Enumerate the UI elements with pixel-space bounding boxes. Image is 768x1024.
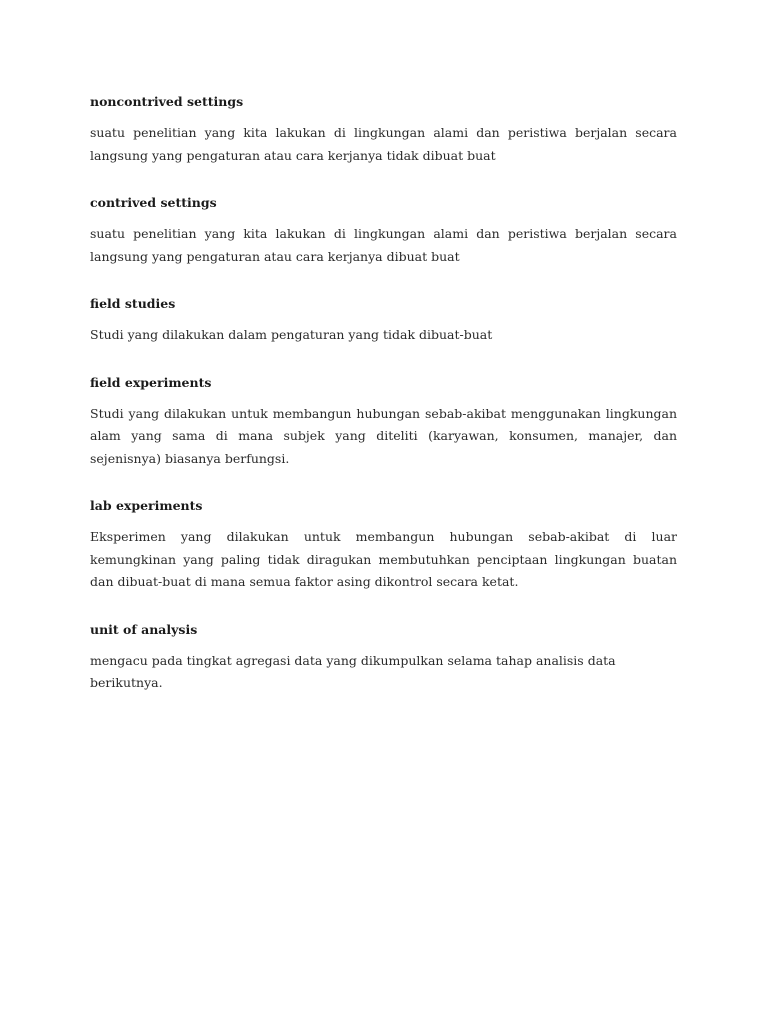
term-heading: field studies [90, 296, 176, 311]
document-page [90, 92, 677, 721]
section-field-experiments [90, 373, 677, 471]
term-heading: lab experiments [90, 498, 203, 513]
term-definition: Studi yang dilakukan untuk membangun hubungan sebab-akibat menggunakan lingkungan alam yang sama di mana subjek yang diteliti (karyawan, konsumen, manajer, dan sejenisnya) biasanya berfungsi. [90, 405, 677, 466]
section-contrived-settings [90, 193, 677, 268]
term-heading: noncontrived settings [90, 94, 244, 109]
term-definition: suatu penelitian yang kita lakukan di lingkungan alami dan peristiwa berjalan secara langsung yang pengaturan atau cara kerjanya tidak dibuat buat [90, 125, 677, 163]
section-lab-experiments [90, 496, 677, 594]
term-heading: field experiments [90, 374, 212, 390]
term-definition: mengacu pada tingkat agregasi data yang dikumpulkan selama tahap analisis data berikutnya. [90, 652, 616, 690]
term-heading: contrived settings [90, 195, 217, 210]
term-heading: unit of analysis [90, 621, 198, 637]
section-noncontrived-settings [90, 92, 677, 167]
term-definition: Eksperimen yang dilakukan untuk membangun hubungan sebab-akibat di luar kemungkinan yang paling tidak diragukan membutuhkan penciptaan lingkungan buatan dan dibuat-buat di mana semua faktor asing dikontrol secara ketat. [90, 529, 677, 589]
term-definition: Studi yang dilakukan dalam pengaturan yang tidak dibuat-buat [90, 327, 493, 342]
section-field-studies [90, 294, 677, 347]
term-definition: suatu penelitian yang kita lakukan di lingkungan alami dan peristiwa berjalan secara langsung yang pengaturan atau cara kerjanya dibuat buat [90, 226, 677, 264]
section-unit-of-analysis [90, 620, 677, 695]
